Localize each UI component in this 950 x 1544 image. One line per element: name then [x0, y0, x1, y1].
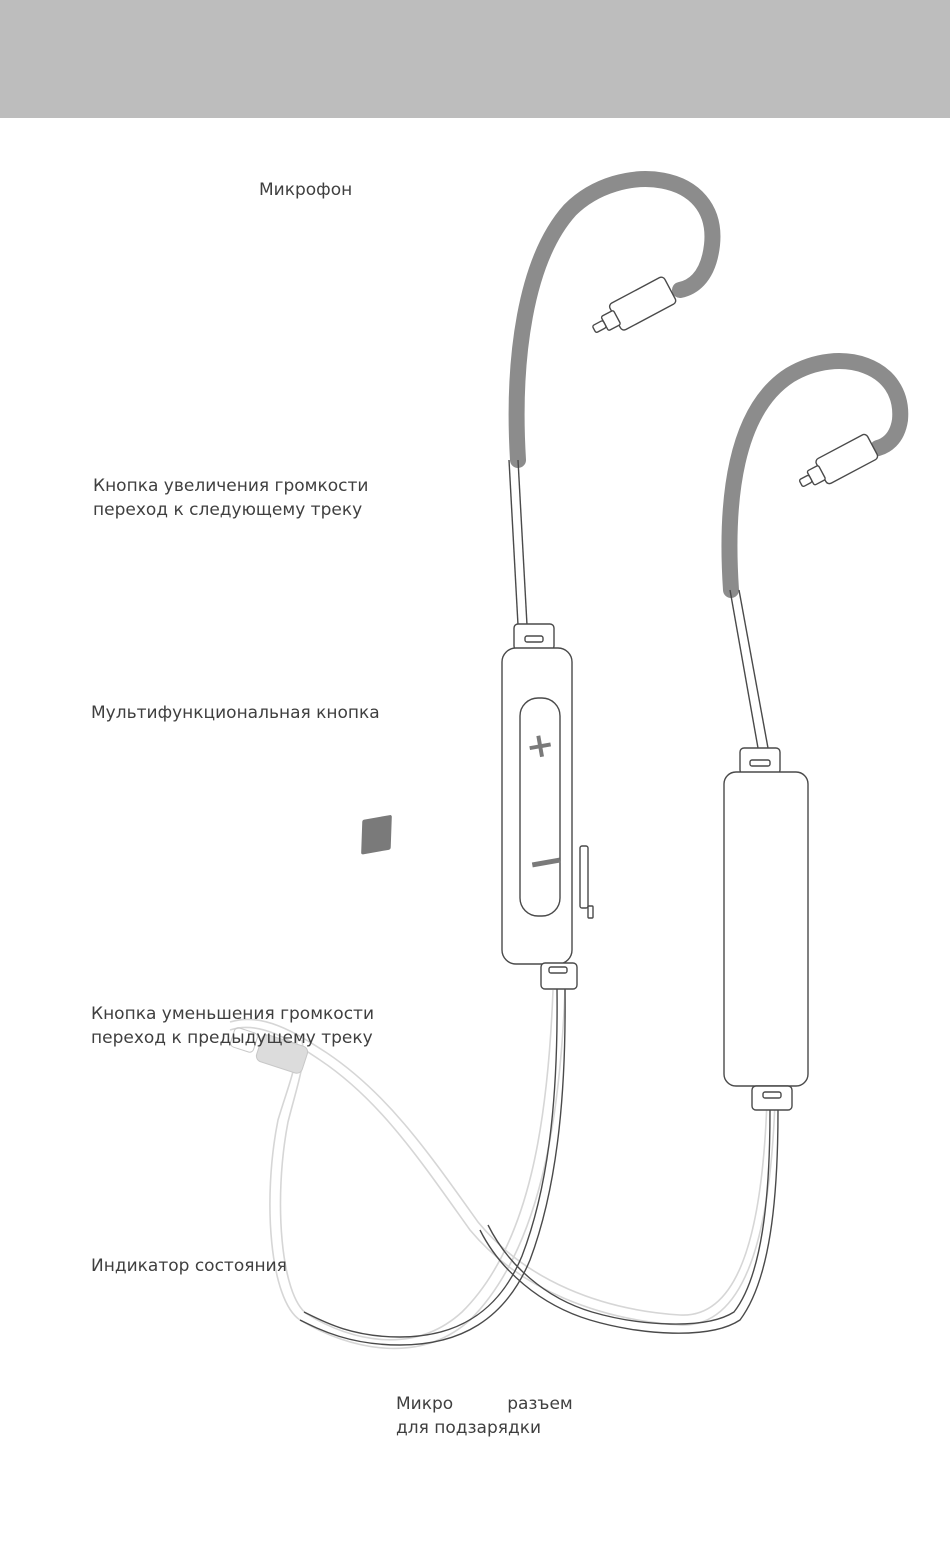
battery-module	[724, 748, 808, 1110]
micro-usb-word1: Микро	[396, 1394, 454, 1414]
volume-down-label	[91, 1002, 374, 1050]
status-indicator-label-text: Индикатор состояния	[91, 1256, 287, 1276]
multifunction-label	[91, 701, 380, 725]
volume-up-symbol: +	[522, 723, 558, 769]
left-mmcx-connector	[587, 276, 677, 343]
volume-up-label-line1: Кнопка увеличения громкости	[93, 476, 369, 496]
volume-up-label	[93, 474, 368, 522]
volume-up-label-line2: переход к следующему треку	[93, 500, 363, 520]
volume-down-label-line2: переход к предыдущему треку	[91, 1028, 373, 1048]
multifunction-label-text: Мультифункциональная кнопка	[91, 703, 380, 723]
left-ear-hook	[509, 179, 712, 625]
micro-usb-label-line2: для подзарядки	[396, 1418, 542, 1438]
right-mmcx-connector	[794, 433, 879, 496]
status-indicator-label	[91, 1254, 287, 1278]
volume-down-label-line1: Кнопка уменьшения громкости	[91, 1004, 374, 1024]
svg-text:M: M	[527, 795, 554, 824]
right-ear-hook	[729, 361, 900, 748]
microphone-label	[259, 178, 352, 202]
micro-usb-label-line1	[396, 1392, 573, 1416]
microphone-label-text: Микрофон	[259, 180, 353, 200]
micro-usb-label	[396, 1392, 573, 1440]
right-cable	[480, 1110, 778, 1333]
micro-usb-word2: разъем	[507, 1394, 573, 1414]
